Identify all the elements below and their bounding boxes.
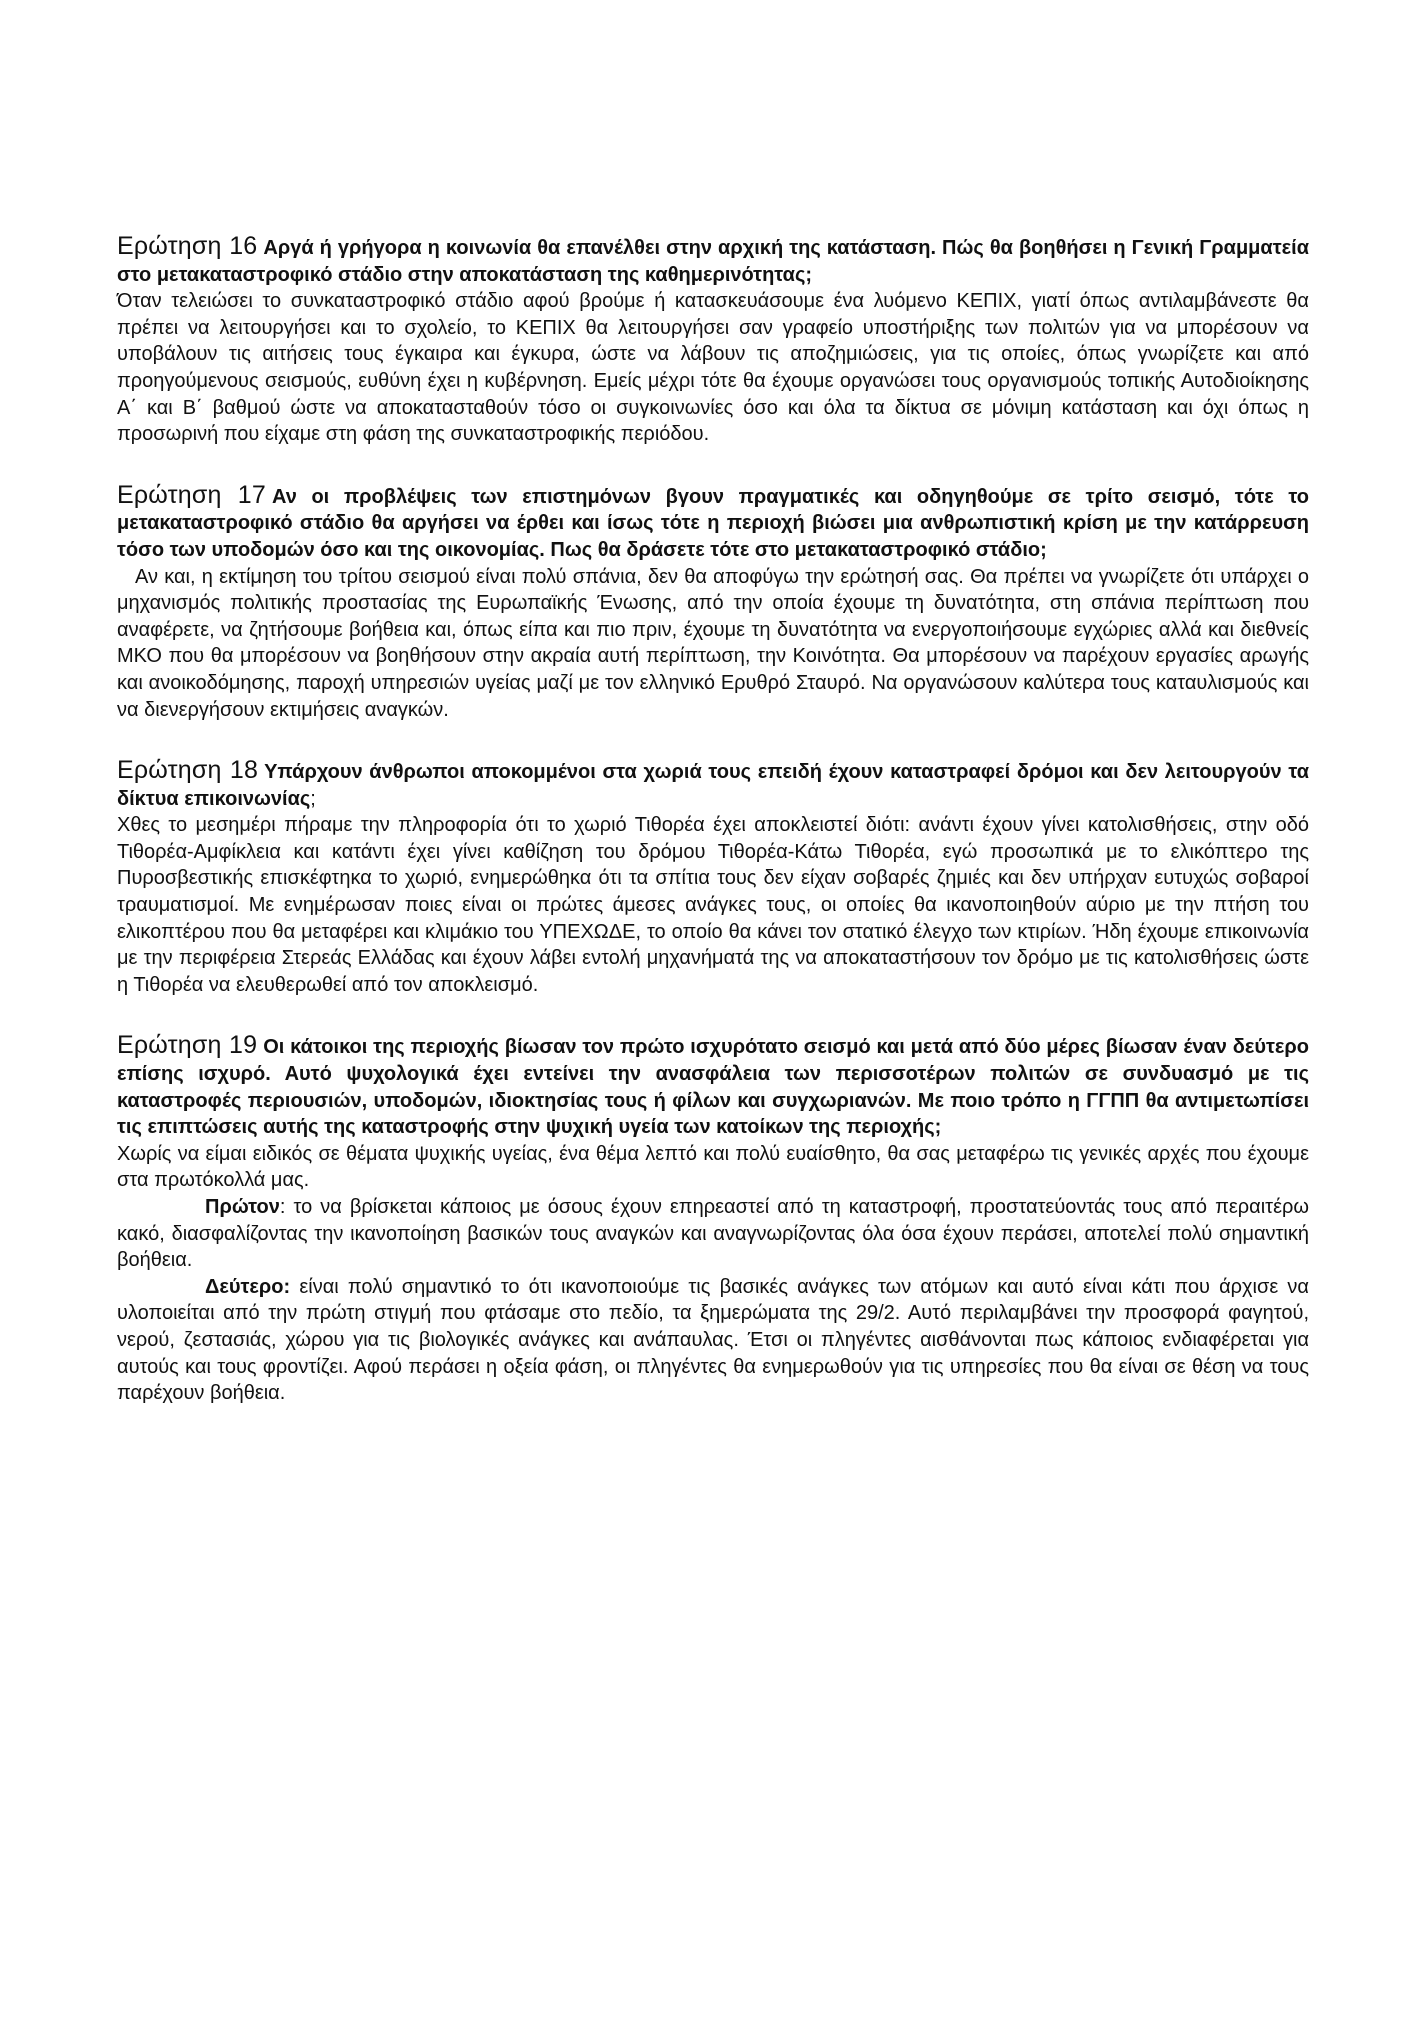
answer-18: Χθες το μεσημέρι πήραμε την πληροφορία ότι το χωριό Τιθορέα έχει αποκλειστεί διότι: ανάντι έχουν γίνει κατολισθήσεις, στην οδό Τιθορέα-Αμφίκλεια και κατάντι έχει γίνει καθίζηση του δρόμου Τιθορέα-Κάτω Τιθορέα, εγώ προσωπικά με το ελικόπτερο της Πυροσβεστικής επισκέφτηκα το χωριό, ενημερώθηκα ότι τα σπίτια τους δεν είχαν σοβαρές ζημιές και δεν υπήρχαν ευτυχώς σοβαροί τραυματισμοί. Με ενημέρωσαν ποιες είναι οι πρώτες άμεσες ανάγκες τους, οι οποίες θα ικανοποιηθούν αύριο με την πτήση του ελικοπτέρου που θα μεταφέρει και κλιμάκιο του ΥΠΕΧΩΔΕ, το οποίο θα κάνει τον στατικό έλεγχο των κτιρίων. Ήδη έχουμε επικοινωνία με την περιφέρεια Στερεάς Ελλάδας και έχουν λάβει εντολή μηχανήματά της να αποκαταστήσουν τον δρόμο με τις κατολισθήσεις ώστε η Τιθορέα να ελευθερωθεί από τον αποκλεισμό. [117,814,1309,996]
question-17 [117,482,1309,564]
answer-19-point-2 [117,1274,1309,1407]
question-text: Αν οι προβλέψεις των επιστημόνων βγουν πραγματικές και οδηγηθούμε σε τρίτο σεισμό, τότε το μετακαταστροφικό στάδιο θα αργήσει να έρθει και ίσως τότε η περιοχή βιώσει μια ανθρωπιστική κρίση με την κατάρρευση τόσο των υποδομών όσο και της οικονομίας. Πως θα δράσετε τότε στο μετακαταστροφικό στάδιο; [117,485,1309,561]
question-block-18 [117,757,1309,998]
question-text: Υπάρχουν άνθρωποι αποκομμένοι στα χωριά τους επειδή έχουν καταστραφεί δρόμοι και δεν λειτουργούν τα δίκτυα επικοινωνίας [117,761,1309,810]
question-label: Ερώτηση 16 [117,232,258,260]
question-tail: ; [310,787,316,810]
question-text: Αργά ή γρήγορα η κοινωνία θα επανέλθει στην αρχική της κατάσταση. Πώς θα βοηθήσει η Γενική Γραμματεία στο μετακαταστροφικό στάδιο στην αποκατάσταση της καθημερινότητας; [117,237,1309,286]
point-label: Πρώτον [205,1196,280,1218]
answer-16: Όταν τελειώσει το συνκαταστροφικό στάδιο αφού βρούμε ή κατασκευάσουμε ένα λυόμενο ΚΕΠΙΧ, γιατί όπως αντιλαμβάνεστε θα πρέπει να λειτουργήσει και το σχολείο, το ΚΕΠΙΧ θα λειτουργήσει σαν γραφείο υποστήριξης των πολιτών για να μπορέσουν να υποβάλουν τις αιτήσεις τους έγκαιρα και έγκυρα, ώστε να λάβουν τις αποζημιώσεις, για τις οποίες, όπως γνωρίζετε και από προηγούμενους σεισμούς, ευθύνη έχει η κυβέρνηση. Εμείς μέχρι τότε θα έχουμε οργανώσει τους οργανισμούς τοπικής Αυτοδιοίκησης Α΄ και Β΄ βαθμού ώστε να αποκατασταθούν τόσο οι συγκοινωνίες όσο και όλα τα δίκτυα σε μόνιμη κατάσταση και όχι όπως η προσωρινή που είχαμε στη φάση της συνκαταστροφικής περιόδου. [117,290,1309,446]
question-label: Ερώτηση 19 [117,1031,258,1060]
answer-17: Αν και, η εκτίμηση του τρίτου σεισμού είναι πολύ σπάνια, δεν θα αποφύγω την ερώτησή σας. Θα πρέπει να γνωρίζετε ότι υπάρχει ο μηχανισμός πολιτικής προστασίας της Ευρωπαϊκής Ένωσης, από την οποία έχουμε τη δυνατότητα, στη σπάνια περίπτωση που αναφέρετε, να ζητήσουμε βοήθεια και, όπως είπα και πιο πριν, έχουμε τη δυνατότητα να ενεργοποιήσουμε εγχώριες αλλά και διεθνείς ΜΚΟ που θα μπορέσουν να βοηθήσουν στην ακραία αυτή περίπτωση, την Κοινότητα. Θα μπορέσουν να παρέχουν εργασίες αρωγής και ανοικοδόμησης, παροχή υπηρεσιών υγείας μαζί με τον ελληνικό Ερυθρό Σταυρό. Να οργανώσουν καλύτερα τους καταυλισμούς και να διενεργήσουν εκτιμήσεις αναγκών. [117,565,1309,721]
question-18 [117,757,1309,812]
question-19 [117,1032,1309,1140]
question-16 [117,233,1309,288]
point-text: : το να βρίσκεται κάποιος με όσους έχουν επηρεαστεί από τη καταστροφή, προστατεύοντάς τους από περαιτέρω κακό, διασφαλίζοντας την ικανοποίηση βασικών τους αναγκών και αναγνωρίζοντας όλα όσα έχουν περάσει, αποτελεί πολύ σημαντική βοήθεια. [117,1196,1309,1272]
question-block-19 [117,1032,1309,1406]
question-block-16 [117,233,1309,448]
answer-19-intro: Χωρίς να είμαι ειδικός σε θέματα ψυχικής υγείας, ένα θέμα λεπτό και πολύ ευαίσθητο, θα σας μεταφέρω τις γενικές αρχές που έχουμε στα πρωτόκολλά μας. [117,1142,1309,1192]
point-label: Δεύτερο: [205,1275,291,1298]
question-block-17 [117,482,1309,723]
document-page [117,233,1309,1441]
point-text: είναι πολύ σημαντικό το ότι ικανοποιούμε τις βασικές ανάγκες των ατόμων και αυτό είναι κάτι που άρχισε να υλοποιείται από την πρώτη στιγμή που φτάσαμε στο πεδίο, τα ξημερώματα της 29/2. Αυτό περιλαμβάνει την προσφορά φαγητού, νερού, ζεστασιάς, χώρου για τις βιολογικές ανάγκες και ανάπαυλας. Έτσι οι πληγέντες αισθάνονται πως κάποιος ενδιαφέρεται για αυτούς και τους φροντίζει. Αφού περάσει η οξεία φάση, οι πληγέντες θα ενημερωθούν για τις υπηρεσίες που θα είναι σε θέση να τους παρέχουν βοήθεια. [117,1275,1309,1405]
answer-19-point-1 [117,1194,1309,1274]
question-label: Ερώτηση 18 [117,756,259,785]
question-text: Οι κάτοικοι της περιοχής βίωσαν τον πρώτο ισχυρότατο σεισμό και μετά από δύο μέρες βίωσαν έναν δεύτερο επίσης ισχυρό. Αυτό ψυχολογικά έχει εντείνει την ανασφάλεια των περισσοτέρων πολιτών σε συνδυασμό με τις καταστροφές περιουσιών, υποδομών, ιδιοκτησίας τους ή φίλων και συγχωριανών. Με ποιο τρόπο η ΓΓΠΠ θα αντιμετωπίσει τις επιπτώσεις αυτής της καταστροφής στην ψυχική υγεία των κατοίκων της περιοχής; [117,1036,1309,1139]
question-label: Ερώτηση 17 [117,480,266,509]
